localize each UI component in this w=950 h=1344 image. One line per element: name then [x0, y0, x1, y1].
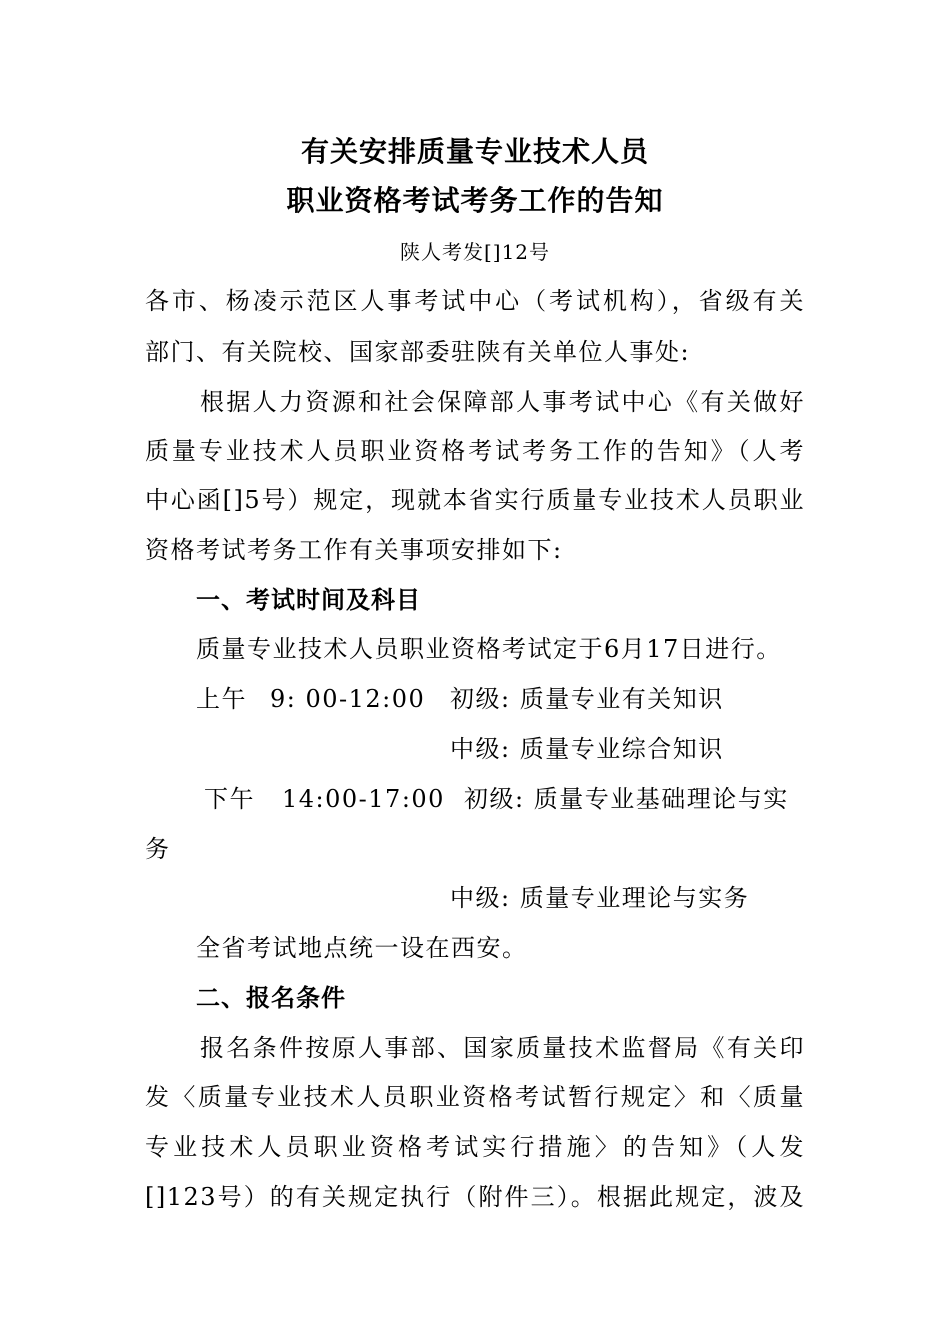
addressee-line-1: 各市、杨凌示范区人事考试中心（考试机构），省级有关: [145, 287, 805, 315]
intro-line-2: 质量专业技术人员职业资格考试考务工作的告知》（人考: [145, 437, 805, 465]
document-title-line-2: 职业资格考试考务工作的告知: [286, 184, 664, 217]
schedule-morning-primary: 初级: 质量专业有关知识: [450, 685, 724, 713]
schedule-afternoon-primary: 初级: 质量专业基础理论与实: [464, 785, 789, 813]
section-2-line-1: 报名条件按原人事部、国家质量技术监督局《有关印: [200, 1034, 805, 1062]
section-1-heading: 一、考试时间及科目: [196, 586, 421, 614]
document-number: 陕人考发[]12号: [399, 240, 551, 264]
schedule-morning-intermediate: 中级: 质量专业综合知识: [450, 735, 724, 763]
addressee-line-2: 部门、有关院校、国家部委驻陕有关单位人事处:: [145, 338, 691, 366]
section-1-location: 全省考试地点统一设在西安。: [196, 934, 528, 962]
document-title-line-1: 有关安排质量专业技术人员: [300, 135, 649, 168]
schedule-afternoon-primary-wrap: 务: [145, 835, 171, 863]
schedule-morning-label: 上午: [196, 685, 247, 713]
section-2-line-3: 专业技术人员职业资格考试实行措施〉的告知》（人发: [145, 1133, 805, 1161]
schedule-afternoon-intermediate: 中级: 质量专业理论与实务: [450, 884, 750, 912]
section-2-line-2: 发〈质量专业技术人员职业资格考试暂行规定〉和〈质量: [145, 1083, 805, 1111]
intro-line-1: 根据人力资源和社会保障部人事考试中心《有关做好: [200, 388, 805, 416]
section-2-line-4: []123号）的有关规定执行（附件三）。根据此规定，波及: [145, 1183, 805, 1211]
section-1-text: 质量专业技术人员职业资格考试定于6月17日进行。: [196, 635, 782, 663]
intro-line-4: 资格考试考务工作有关事项安排如下:: [145, 536, 563, 564]
schedule-morning-time: 9: 00-12:00: [270, 685, 426, 713]
intro-line-3: 中心函[]5号）规定，现就本省实行质量专业技术人员职业: [145, 486, 805, 514]
section-2-heading: 二、报名条件: [196, 984, 346, 1012]
schedule-afternoon-label: 下午: [204, 785, 255, 813]
schedule-afternoon-time: 14:00-17:00: [282, 785, 445, 813]
